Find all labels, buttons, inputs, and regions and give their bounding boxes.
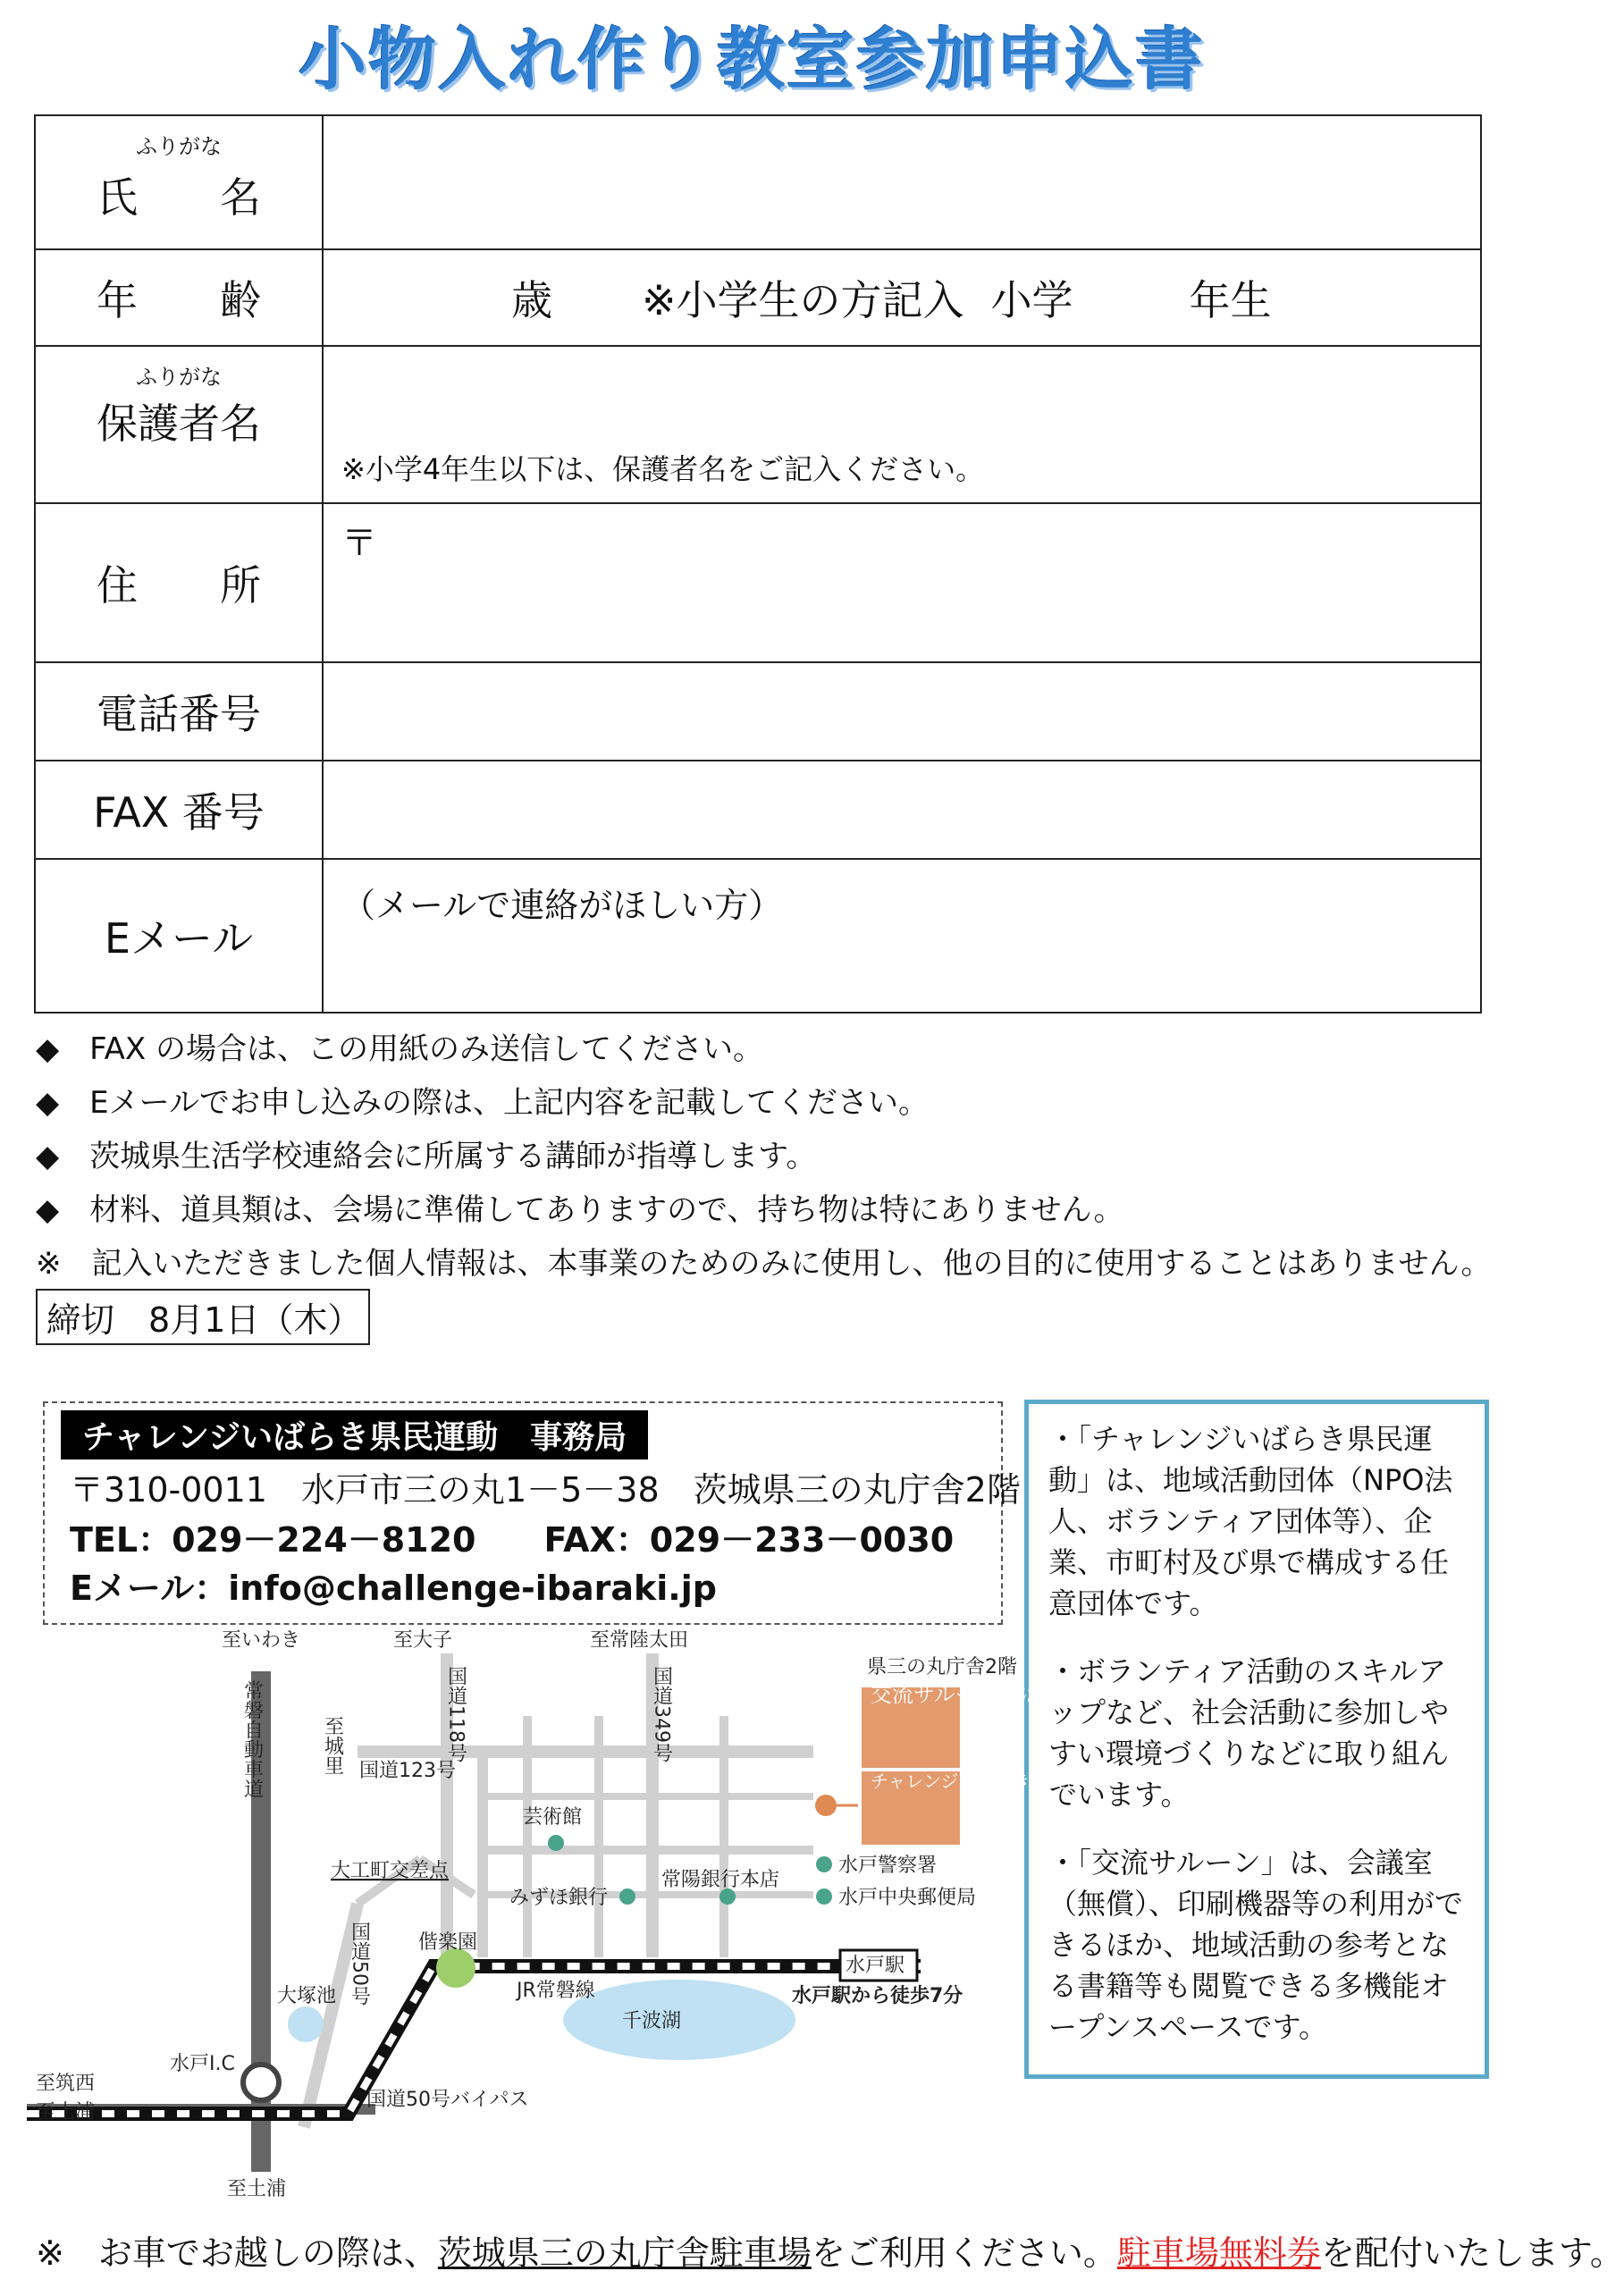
office-telfax: TEL：029－224－8120 FAX：029－233－0030 <box>70 1520 955 1560</box>
map-label: みずほ銀行 <box>509 1887 609 1909</box>
fax-label-cell <box>35 761 323 859</box>
map-label: チャレンジいばらき県民運動 <box>871 1771 1102 1792</box>
map-label: 交流サルーンいばらき <box>871 1682 1084 1707</box>
name-ruby: ふりがな <box>136 134 222 159</box>
guardian-note: ※小学4年生以下は、保護者名をご記入ください。 <box>341 452 985 486</box>
zip-mark: 〒 <box>341 523 377 564</box>
footer-post: を配付いたします。 <box>1320 2233 1624 2273</box>
note-item: ◆ 材料、道具類は、会場に準備してありますので、持ち物は特にありません。 <box>36 1192 1124 1228</box>
post-marker <box>816 1888 832 1905</box>
footer-ticket: 駐車場無料券 <box>1116 2233 1321 2273</box>
kairakuen-park <box>436 1948 475 1988</box>
map-label: 水戸警察署 <box>838 1855 938 1877</box>
map-label: 常陽銀行本店 <box>661 1869 780 1891</box>
info-item: ・「チャレンジいばらき県民運動」は、地域活動団体（NPO法人、ボランティア団体等）、企業、市町村及び県で構成する任意団体です。 <box>1048 1422 1453 1620</box>
info-box <box>1024 1400 1489 2079</box>
note-item: ◆ FAX の場合は、この用紙のみ送信してください。 <box>36 1031 763 1067</box>
info-item: ・「交流サルーン」は、会議室（無償）、印刷機器等の利用ができるほか、地域活動の参考となる書籍等も閲覧できる多機能オープンスペースです。 <box>1048 1846 1464 2044</box>
map-label: 至いわき <box>222 1629 301 1652</box>
art-museum-marker <box>548 1835 564 1851</box>
name-label: 氏 名 <box>97 173 261 222</box>
age-shogaku: 小学 <box>990 276 1073 324</box>
name-label-cell <box>35 115 323 249</box>
map-label: 大塚池 <box>277 1985 337 2007</box>
map-label: 県三の丸庁舎2階 <box>867 1656 1017 1678</box>
page-title: 小物入れ作り教室参加申込書 <box>299 20 1205 99</box>
address-field[interactable] <box>323 503 1481 662</box>
phone-field[interactable] <box>323 662 1481 761</box>
office-email[interactable]: Eメール：info@challenge-ibaraki.jp <box>70 1569 717 1608</box>
map-label: 大工町交差点 <box>331 1860 450 1882</box>
footer-mid: をご利用ください。 <box>811 2233 1117 2273</box>
office-box <box>43 1401 1021 1625</box>
map-label: JR常磐線 <box>517 1980 595 2002</box>
map-label: 水戸駅 <box>846 1955 905 1977</box>
notes-list <box>36 1022 1492 1291</box>
email-label-cell <box>35 859 323 1013</box>
fax-field[interactable] <box>323 761 1481 859</box>
note-item: ※ 記入いただきました個人情報は、本事業のためのみに使用し、他の目的に使用することはありません。 <box>36 1246 1492 1282</box>
venue-marker <box>815 1795 837 1816</box>
map-label: 芸術館 <box>523 1806 583 1829</box>
office-address: 〒310-0011 水戸市三の丸1－5－38 茨城県三の丸庁舎2階 <box>70 1470 1021 1510</box>
age-note: ※小学生の方記入 <box>642 276 964 324</box>
age-nensei: 年生 <box>1189 276 1272 324</box>
fax-label: FAX 番号 <box>93 788 265 837</box>
age-label: 年 齢 <box>97 276 261 324</box>
guardian-label-cell <box>35 346 323 503</box>
footer-pre: ※ お車でお越しの際は、 <box>36 2233 438 2273</box>
address-label-cell <box>35 503 323 662</box>
otsuka-pond <box>288 2006 324 2042</box>
footer-note <box>36 2225 1624 2275</box>
guardian-label: 保護者名 <box>97 400 261 448</box>
map-label: 至常陸太田 <box>590 1629 689 1652</box>
footer-lot: 茨城県三の丸庁舎駐車場 <box>437 2233 812 2273</box>
application-form <box>34 114 1482 1014</box>
map-label: 至筑西 <box>36 2073 96 2095</box>
access-map <box>27 1627 1102 2208</box>
note-item: ◆ Eメールでお申し込みの際は、上記内容を記載してください。 <box>36 1085 929 1121</box>
phone-label-cell <box>35 662 323 761</box>
note-item: ◆ 茨城県生活学校連絡会に所属する講師が指導します。 <box>36 1139 817 1174</box>
email-note: （メールで連絡がほしい方） <box>341 886 783 925</box>
email-field[interactable] <box>323 859 1481 1013</box>
map-label: 偕楽園 <box>418 1931 478 1954</box>
map-label: 千波湖 <box>622 2010 682 2032</box>
map-label: 国道50号バイパス <box>366 2089 529 2111</box>
address-label: 住 所 <box>97 561 261 610</box>
phone-label: 電話番号 <box>97 690 261 738</box>
email-label: Eメール <box>104 914 254 963</box>
map-label: 至土浦 <box>36 2101 96 2124</box>
map-label: 至大子 <box>393 1629 453 1652</box>
map-label: 水戸I.C <box>170 2053 235 2075</box>
age-label-cell <box>35 249 323 346</box>
map-label: 常磐自動車道 <box>240 1680 264 1798</box>
map-label: 水戸駅から徒歩7分 <box>792 1985 963 2007</box>
mizuho-marker <box>619 1888 635 1905</box>
guardian-field[interactable] <box>323 346 1481 503</box>
age-sai: 歳 <box>511 276 552 324</box>
map-label: 国道123号 <box>359 1760 456 1782</box>
map-label: 至土浦 <box>227 2178 287 2200</box>
mito-ic-marker <box>243 2065 279 2100</box>
map-label: 国道50号 <box>348 1922 371 2006</box>
map-label: 国道118号 <box>444 1666 467 1762</box>
guardian-ruby: ふりがな <box>136 365 222 390</box>
info-item: ・ボランティア活動のスキルアップなど、社会活動に参加しやすい環境づくりなどに取り組んでいます。 <box>1048 1654 1450 1812</box>
map-label: 国道349号 <box>650 1666 673 1762</box>
map-label: 水戸中央郵便局 <box>838 1887 977 1909</box>
age-field[interactable] <box>323 249 1481 346</box>
police-marker <box>816 1856 832 1872</box>
name-field[interactable] <box>323 115 1481 249</box>
map-label: 至城里 <box>321 1716 344 1775</box>
deadline-box: 締切 8月1日（木） <box>36 1289 370 1345</box>
office-heading: チャレンジいばらき県民運動 事務局 <box>61 1410 648 1459</box>
